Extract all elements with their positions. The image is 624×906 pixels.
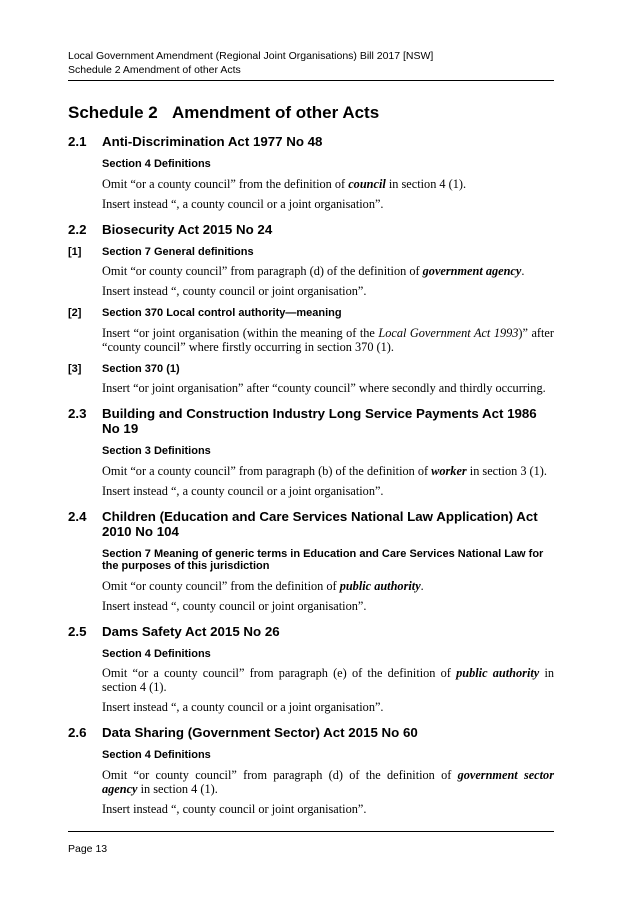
item-number: [3] [68,362,82,375]
header-divider [68,80,554,81]
act-number: 2.5 [68,623,87,639]
item-number: [2] [68,307,82,319]
act-number: 2.4 [68,508,87,524]
amendment-text: Insert instead “, a county council or a joint organisation”. [102,483,384,498]
item-number: [1] [68,245,82,258]
page-number: Page 13 [68,843,108,855]
amendment-text: Omit “or county council” from the definition of public authority. [102,578,424,593]
amendment-text: Omit “or county council” from paragraph (d) of the definition of government sector agency in section 4 (1). [102,767,554,796]
section-heading: Section 4 Definitions [102,158,211,170]
section-heading: Section 7 Meaning of generic terms in Education and Care Services National Law for the purposes of this jurisdiction [102,547,544,572]
amendment-text: Omit “or a county council” from paragraph (e) of the definition of public authority in section 4 (1). [102,666,555,694]
act-heading [68,134,554,149]
amendment-text: Insert instead “, county council or joint organisation”. [102,598,367,613]
section-heading: Section 3 Definitions [102,445,211,457]
schedule-heading [68,103,554,123]
amendment-text: Insert instead “, county council or joint organisation”. [102,284,367,298]
header-schedule-title: Schedule 2 Amendment of other Acts [68,63,241,76]
act-title: Children (Education and Care Services National Law Application) Act 2010 No 104 [102,508,538,539]
amendment-text: Insert instead “, a county council or a joint organisation”. [102,196,384,211]
defined-term: council [348,176,386,191]
amendment-text: Insert instead “, county council or joint organisation”. [102,801,367,816]
act-title: Anti-Discrimination Act 1977 No 48 [102,134,323,149]
amendment-text: Omit “or a county council” from the definition of council in section 4 (1). [102,176,467,191]
amendment-text: Insert “or joint organisation (within the meaning of the Local Government Act 1993)” after “county council” where firstly occurring in section 370 (1). [102,325,554,354]
defined-term: government sector agency [102,767,554,796]
act-number: 2.1 [68,134,87,149]
section-heading: Section 4 Definitions [102,647,211,660]
section-heading: Section 4 Definitions [102,749,211,761]
amendment-text: Omit “or county council” from paragraph (d) of the definition of government agency. [102,264,525,278]
amendment-text: Omit “or a county council” from paragraph (b) of the definition of worker in section 3 (1). [102,463,547,478]
act-heading [68,624,554,639]
act-heading [68,509,554,539]
footer-divider [68,831,554,832]
act-title: Data Sharing (Government Sector) Act 2015 No 60 [102,725,418,740]
schedule-number: Schedule 2 [68,103,158,122]
act-number: 2.6 [68,725,87,740]
section-heading: [3] Section 370 (1) [68,362,180,375]
section-heading: [2] Section 370 Local control authority—meaning [68,307,342,319]
section-heading: [1] Section 7 General definitions [68,245,254,258]
amendment-text: Insert instead “, a county council or a joint organisation”. [102,700,384,714]
act-heading [68,406,554,436]
defined-term: public authority [339,578,421,593]
act-heading [68,725,554,740]
amendment-text: Insert “or joint organisation” after “county council” where secondly and thirdly occurring. [102,381,546,395]
act-title: Biosecurity Act 2015 No 24 [102,221,273,237]
schedule-title: Amendment of other Acts [172,103,380,122]
act-title: Dams Safety Act 2015 No 26 [102,623,280,639]
act-heading [68,222,554,237]
act-reference: Local Government Act 1993 [378,325,519,340]
running-header [68,50,554,77]
defined-term: worker [431,463,467,478]
act-number: 2.2 [68,221,87,237]
act-title: Building and Construction Industry Long Service Payments Act 1986 No 19 [102,406,537,436]
defined-term: public authority [456,666,540,680]
defined-term: government agency [422,264,522,278]
act-number: 2.3 [68,406,87,421]
header-bill-title: Local Government Amendment (Regional Joint Organisations) Bill 2017 [NSW] [68,50,434,62]
page-content [68,103,554,816]
